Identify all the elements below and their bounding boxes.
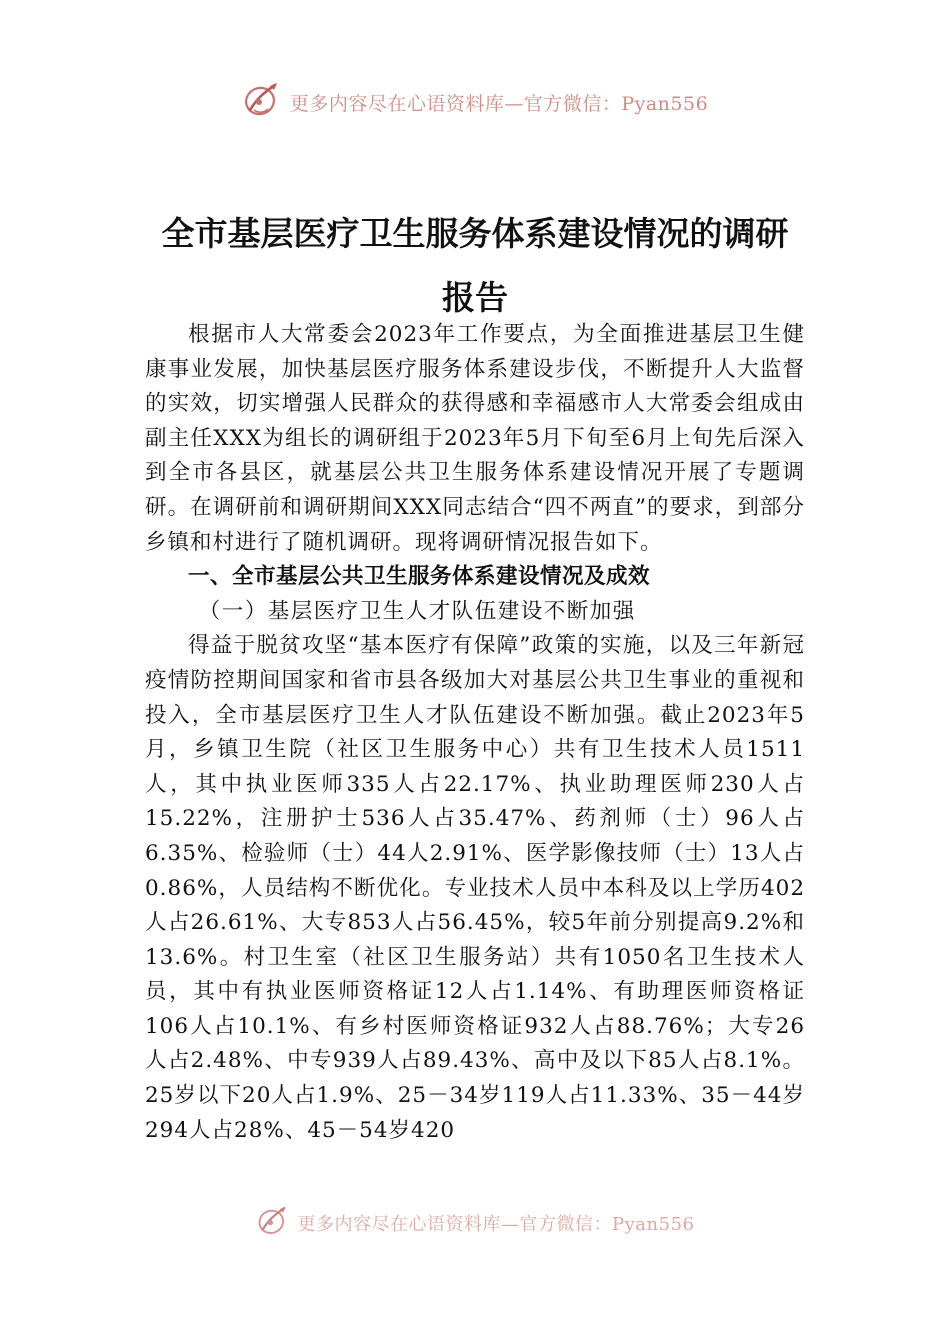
document-body xyxy=(145,318,805,1148)
footer-watermark xyxy=(0,1207,950,1239)
document-title: 全市基层医疗卫生服务体系建设情况的调研报告 xyxy=(161,214,789,318)
header-watermark-text: 更多内容尽在心语资料库—官方微信：Pyan556 xyxy=(289,92,709,115)
header-watermark xyxy=(0,82,950,122)
subsection-heading: （一）基层医疗卫生人才队伍建设不断加强 xyxy=(198,598,636,624)
library-logo-icon xyxy=(242,80,282,124)
intro-paragraph: 根据市人大常委会2023年工作要点，为全面推进基层卫生健康事业发展，加快基层医疗服务体系建设步伐，不断提升人大监督的实效，切实增强人民群众的获得感和幸福感市人大常委会组成由副主任XXX为组长的调研组于2023年5月下旬至6月上旬先后深入到全市各县区，就基层公共卫生服务体系建设情况开展了专题调研。在调研前和调研期间XXX同志结合“四不两直”的要求，到部分乡镇和村进行了随机调研。现将调研情况报告如下。 xyxy=(145,322,805,555)
library-logo-icon xyxy=(256,1204,290,1242)
footer-watermark-text: 更多内容尽在心语资料库—官方微信：Pyan556 xyxy=(297,1214,695,1235)
section-heading: 一、全市基层公共卫生服务体系建设情况及成效 xyxy=(188,564,651,590)
body-paragraph: 得益于脱贫攻坚“基本医疗有保障”政策的实施，以及三年新冠疫情防控期间国家和省市县各级加大对基层公共卫生事业的重视和投入，全市基层医疗卫生人才队伍建设不断加强。截止2023年5月，乡镇卫生院（社区卫生服务中心）共有卫生技术人员1511人，其中执业医师335人占22.17%、执业助理医师230人占15.22%，注册护士536人占35.47%、药剂师（士）96人占6.35%、检验师（士）44人2.91%、医学影像技师（士）13人占0.86%，人员结构不断优化。专业技术人员中本科及以上学历402人占26.61%、大专853人占56.45%，较5年前分别提高9.2%和13.6%。村卫生室（社区卫生服务站）共有1050名卫生技术人员，其中有执业医师资格证12人占1.14%、有助理医师资格证106人占10.1%、有乡村医师资格证932人占88.76%；大专26人占2.48%、中专939人占89.43%、高中及以下85人占8.1%。25岁以下20人占1.9%、25－34岁119人占11.33%、35－44岁294人占28%、45－54岁420 xyxy=(145,633,805,1143)
